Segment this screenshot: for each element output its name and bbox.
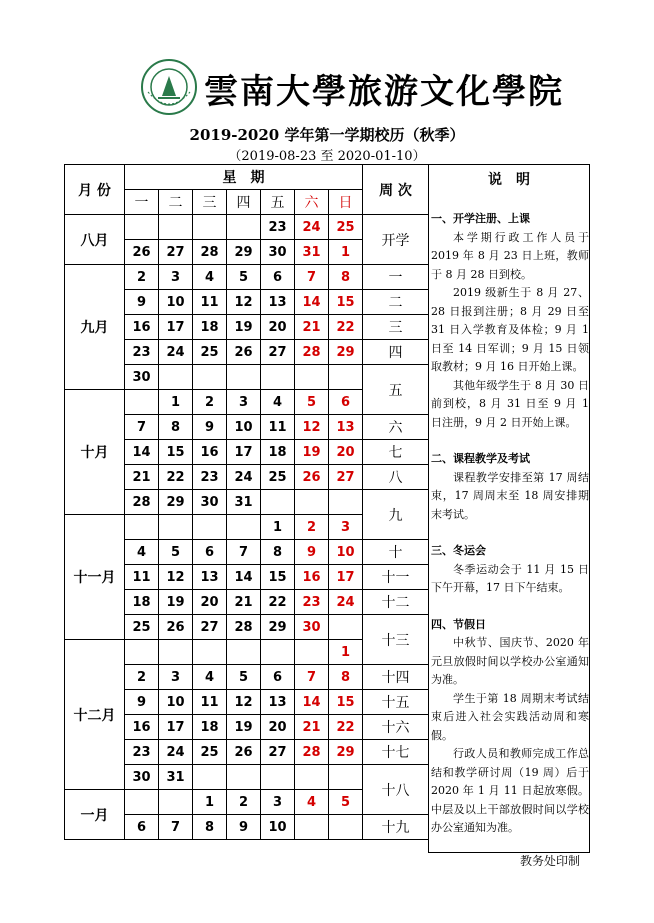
day-cell: 19 (159, 590, 193, 615)
day-cell: 24 (227, 465, 261, 490)
week-number: 八 (363, 465, 429, 490)
week-number: 二 (363, 290, 429, 315)
day-cell: 5 (329, 790, 363, 815)
day-cell: 13 (261, 290, 295, 315)
date-range: （2019-08-23 至 2020-01-10） (228, 149, 426, 164)
day-cell: 2 (125, 665, 159, 690)
day-cell: 15 (261, 565, 295, 590)
day-cell: 19 (295, 440, 329, 465)
day-cell: 7 (125, 415, 159, 440)
calendar-table (64, 164, 429, 840)
day-cell (159, 515, 193, 540)
day-cell (227, 215, 261, 240)
week-number: 十六 (363, 715, 429, 740)
week-number: 十八 (363, 765, 429, 815)
day-cell: 17 (159, 315, 193, 340)
day-cell: 24 (159, 740, 193, 765)
day-cell: 10 (261, 815, 295, 840)
day-cell: 9 (125, 290, 159, 315)
day-cell: 29 (227, 240, 261, 265)
notes-paragraph: 中秋节、国庆节、2020 年元旦放假时间以学校办公室通知为准。 (431, 636, 589, 686)
notes-paragraph: 学生于第 18 周期末考试结束后进入社会实践活动周和寒假。 (431, 691, 589, 742)
weekday-label: 四 (227, 190, 261, 215)
weekday-label: 三 (193, 190, 227, 215)
day-cell: 27 (261, 340, 295, 365)
day-cell (295, 815, 329, 840)
day-cell (261, 490, 295, 515)
week-number: 十四 (363, 665, 429, 690)
day-cell: 23 (125, 740, 159, 765)
day-cell (227, 365, 261, 390)
day-cell (227, 640, 261, 665)
day-cell: 10 (329, 540, 363, 565)
day-cell: 24 (159, 340, 193, 365)
day-cell: 10 (227, 415, 261, 440)
month-label: 一月 (65, 790, 125, 840)
day-cell: 6 (329, 390, 363, 415)
day-cell: 23 (295, 590, 329, 615)
day-cell: 12 (295, 415, 329, 440)
weekday-label: 一 (125, 190, 159, 215)
day-cell (125, 790, 159, 815)
day-cell: 20 (261, 715, 295, 740)
day-cell (261, 765, 295, 790)
school-header (140, 58, 564, 120)
day-cell: 1 (261, 515, 295, 540)
day-cell: 11 (193, 290, 227, 315)
week-number: 三 (363, 315, 429, 340)
day-cell: 7 (295, 265, 329, 290)
day-cell: 26 (227, 340, 261, 365)
day-cell (329, 365, 363, 390)
day-cell: 11 (125, 565, 159, 590)
day-cell: 7 (227, 540, 261, 565)
day-cell: 26 (227, 740, 261, 765)
day-cell: 9 (227, 815, 261, 840)
day-cell: 26 (295, 465, 329, 490)
notes-gap (431, 598, 589, 616)
day-cell (159, 365, 193, 390)
day-cell (159, 640, 193, 665)
day-cell: 8 (261, 540, 295, 565)
week-number: 一 (363, 265, 429, 290)
day-cell: 28 (193, 240, 227, 265)
day-cell: 5 (227, 265, 261, 290)
day-cell (227, 765, 261, 790)
day-cell: 26 (159, 615, 193, 640)
week-number: 九 (363, 490, 429, 540)
day-cell: 1 (193, 790, 227, 815)
day-cell (295, 640, 329, 665)
day-cell: 13 (329, 415, 363, 440)
day-cell: 12 (227, 690, 261, 715)
day-cell: 30 (125, 365, 159, 390)
day-cell: 23 (125, 340, 159, 365)
notes-heading: 三、冬运会 (431, 544, 486, 557)
day-cell: 23 (261, 215, 295, 240)
day-cell: 26 (125, 240, 159, 265)
day-cell (261, 365, 295, 390)
week-number: 十五 (363, 690, 429, 715)
footer-printer: 教务处印制 (520, 854, 581, 868)
day-cell: 27 (193, 615, 227, 640)
day-cell: 4 (125, 540, 159, 565)
day-cell: 3 (329, 515, 363, 540)
month-label: 十二月 (65, 640, 125, 790)
university-emblem-icon (140, 58, 198, 116)
day-cell: 13 (193, 565, 227, 590)
day-cell: 8 (159, 415, 193, 440)
day-cell: 9 (125, 690, 159, 715)
day-cell (125, 215, 159, 240)
day-cell: 21 (295, 715, 329, 740)
day-cell (295, 765, 329, 790)
day-cell: 22 (159, 465, 193, 490)
day-cell (295, 490, 329, 515)
week-number: 十 (363, 540, 429, 565)
day-cell: 18 (193, 715, 227, 740)
day-cell: 18 (125, 590, 159, 615)
weekday-label: 六 (295, 190, 329, 215)
day-cell: 25 (125, 615, 159, 640)
day-cell (125, 390, 159, 415)
notes-paragraph: 2019 级新生于 8 月 27、28 日报到注册；8 月 29 日至 31 日入学教育及体检；9 月 1 日至 14 日军训；9 月 15 日领取教材；9 月 16 日开始上课。 (431, 286, 589, 373)
day-cell: 17 (227, 440, 261, 465)
day-cell: 16 (125, 315, 159, 340)
calendar-row (65, 215, 429, 240)
day-cell: 24 (329, 590, 363, 615)
day-cell: 8 (329, 265, 363, 290)
day-cell: 28 (125, 490, 159, 515)
school-name: 雲南大學旅游文化學院 (204, 72, 564, 112)
day-cell: 27 (261, 740, 295, 765)
day-cell: 14 (295, 290, 329, 315)
weekday-label: 二 (159, 190, 193, 215)
week-number: 十二 (363, 590, 429, 615)
day-cell (329, 490, 363, 515)
day-cell: 19 (227, 315, 261, 340)
day-cell: 13 (261, 690, 295, 715)
day-cell: 5 (227, 665, 261, 690)
day-cell: 30 (261, 240, 295, 265)
page-title: 2019-2020 学年第一学期校历（秋季） (189, 126, 465, 144)
day-cell: 14 (295, 690, 329, 715)
day-cell: 6 (193, 540, 227, 565)
day-cell: 29 (329, 740, 363, 765)
day-cell: 11 (261, 415, 295, 440)
notes-paragraph: 冬季运动会于 11 月 15 日下午开幕，17 日下午结束。 (431, 562, 589, 594)
day-cell: 10 (159, 690, 193, 715)
day-cell: 1 (329, 240, 363, 265)
day-cell: 6 (261, 665, 295, 690)
day-cell: 29 (329, 340, 363, 365)
week-number: 开学 (363, 215, 429, 265)
day-cell (193, 515, 227, 540)
day-cell (193, 215, 227, 240)
weekday-header: 星 期 (125, 165, 363, 190)
month-label: 十月 (65, 390, 125, 515)
month-header: 月 份 (65, 165, 125, 215)
day-cell: 20 (329, 440, 363, 465)
day-cell: 22 (329, 715, 363, 740)
notes-heading: 二、课程教学及考试 (431, 452, 530, 465)
day-cell: 30 (295, 615, 329, 640)
day-cell: 30 (193, 490, 227, 515)
day-cell: 18 (261, 440, 295, 465)
day-cell: 6 (125, 815, 159, 840)
day-cell: 25 (329, 215, 363, 240)
day-cell (295, 365, 329, 390)
day-cell: 4 (261, 390, 295, 415)
day-cell: 22 (329, 315, 363, 340)
day-cell: 18 (193, 315, 227, 340)
day-cell: 25 (193, 740, 227, 765)
day-cell: 25 (261, 465, 295, 490)
day-cell: 28 (295, 740, 329, 765)
week-number: 十七 (363, 740, 429, 765)
day-cell (329, 765, 363, 790)
day-cell: 30 (125, 765, 159, 790)
notes-gap (431, 432, 589, 450)
month-label: 十一月 (65, 515, 125, 640)
notes-panel (428, 194, 590, 853)
weekday-label: 日 (329, 190, 363, 215)
notes-paragraph: 其他年级学生于 8 月 30 日前到校，8 月 31 日至 9 月 1 日注册，9 月 2 日开始上课。 (431, 378, 589, 429)
day-cell: 12 (227, 290, 261, 315)
day-cell: 17 (329, 565, 363, 590)
day-cell (227, 515, 261, 540)
day-cell: 16 (193, 440, 227, 465)
notes-gap (431, 524, 589, 542)
day-cell: 4 (193, 265, 227, 290)
notes-heading: 四、节假日 (431, 617, 486, 631)
week-header: 周 次 (363, 165, 429, 215)
weekday-label: 五 (261, 190, 295, 215)
day-cell: 27 (329, 465, 363, 490)
week-number: 七 (363, 440, 429, 465)
day-cell: 22 (261, 590, 295, 615)
day-cell: 15 (159, 440, 193, 465)
week-number: 五 (363, 365, 429, 415)
day-cell: 9 (295, 540, 329, 565)
day-cell: 15 (329, 690, 363, 715)
notes-paragraph: 行政人员和教师完成工作总结和教学研讨周（19 周）后于 2020 年 1 月 11 日起放寒假。中层及以上干部放假时间以学校办公室通知为准。 (431, 747, 589, 834)
notes-paragraph: 本学期行政工作人员于 2019 年 8 月 23 日上班，教师于 8 月 28 日到校。 (431, 230, 589, 281)
day-cell (329, 815, 363, 840)
day-cell: 12 (159, 565, 193, 590)
day-cell: 31 (227, 490, 261, 515)
day-cell: 7 (295, 665, 329, 690)
day-cell: 23 (193, 465, 227, 490)
day-cell: 4 (193, 665, 227, 690)
day-cell: 3 (159, 665, 193, 690)
day-cell: 2 (227, 790, 261, 815)
day-cell: 25 (193, 340, 227, 365)
day-cell: 19 (227, 715, 261, 740)
day-cell: 28 (295, 340, 329, 365)
calendar-row (65, 265, 429, 290)
day-cell (193, 365, 227, 390)
day-cell: 31 (159, 765, 193, 790)
week-number: 十九 (363, 815, 429, 840)
day-cell: 29 (159, 490, 193, 515)
day-cell: 21 (125, 465, 159, 490)
day-cell: 24 (295, 215, 329, 240)
week-number: 四 (363, 340, 429, 365)
day-cell: 1 (329, 640, 363, 665)
day-cell: 14 (227, 565, 261, 590)
notes-header: 说 明 (428, 164, 590, 194)
day-cell: 5 (295, 390, 329, 415)
week-number: 六 (363, 415, 429, 440)
day-cell: 6 (261, 265, 295, 290)
day-cell: 27 (159, 240, 193, 265)
day-cell: 11 (193, 690, 227, 715)
day-cell (193, 640, 227, 665)
day-cell: 16 (125, 715, 159, 740)
day-cell: 31 (295, 240, 329, 265)
day-cell: 20 (193, 590, 227, 615)
day-cell: 3 (227, 390, 261, 415)
day-cell: 2 (125, 265, 159, 290)
notes-heading: 一、开学注册、上课 (431, 212, 530, 225)
day-cell (159, 790, 193, 815)
month-label: 九月 (65, 265, 125, 390)
day-cell: 17 (159, 715, 193, 740)
day-cell: 3 (261, 790, 295, 815)
day-cell: 4 (295, 790, 329, 815)
day-cell: 10 (159, 290, 193, 315)
day-cell: 2 (193, 390, 227, 415)
day-cell: 21 (295, 315, 329, 340)
day-cell: 8 (329, 665, 363, 690)
day-cell (125, 515, 159, 540)
day-cell (261, 640, 295, 665)
day-cell (159, 215, 193, 240)
day-cell: 8 (193, 815, 227, 840)
day-cell: 7 (159, 815, 193, 840)
day-cell (125, 640, 159, 665)
notes-paragraph: 课程教学安排至第 17 周结束，17 周周末至 18 周安排期末考试。 (431, 470, 589, 521)
day-cell: 29 (261, 615, 295, 640)
day-cell: 21 (227, 590, 261, 615)
day-cell: 2 (295, 515, 329, 540)
day-cell: 28 (227, 615, 261, 640)
day-cell: 14 (125, 440, 159, 465)
day-cell: 15 (329, 290, 363, 315)
day-cell: 9 (193, 415, 227, 440)
day-cell (193, 765, 227, 790)
week-number: 十三 (363, 615, 429, 665)
day-cell: 16 (295, 565, 329, 590)
day-cell: 20 (261, 315, 295, 340)
day-cell: 1 (159, 390, 193, 415)
day-cell: 3 (159, 265, 193, 290)
month-label: 八月 (65, 215, 125, 265)
week-number: 十一 (363, 565, 429, 590)
day-cell (329, 615, 363, 640)
day-cell: 5 (159, 540, 193, 565)
